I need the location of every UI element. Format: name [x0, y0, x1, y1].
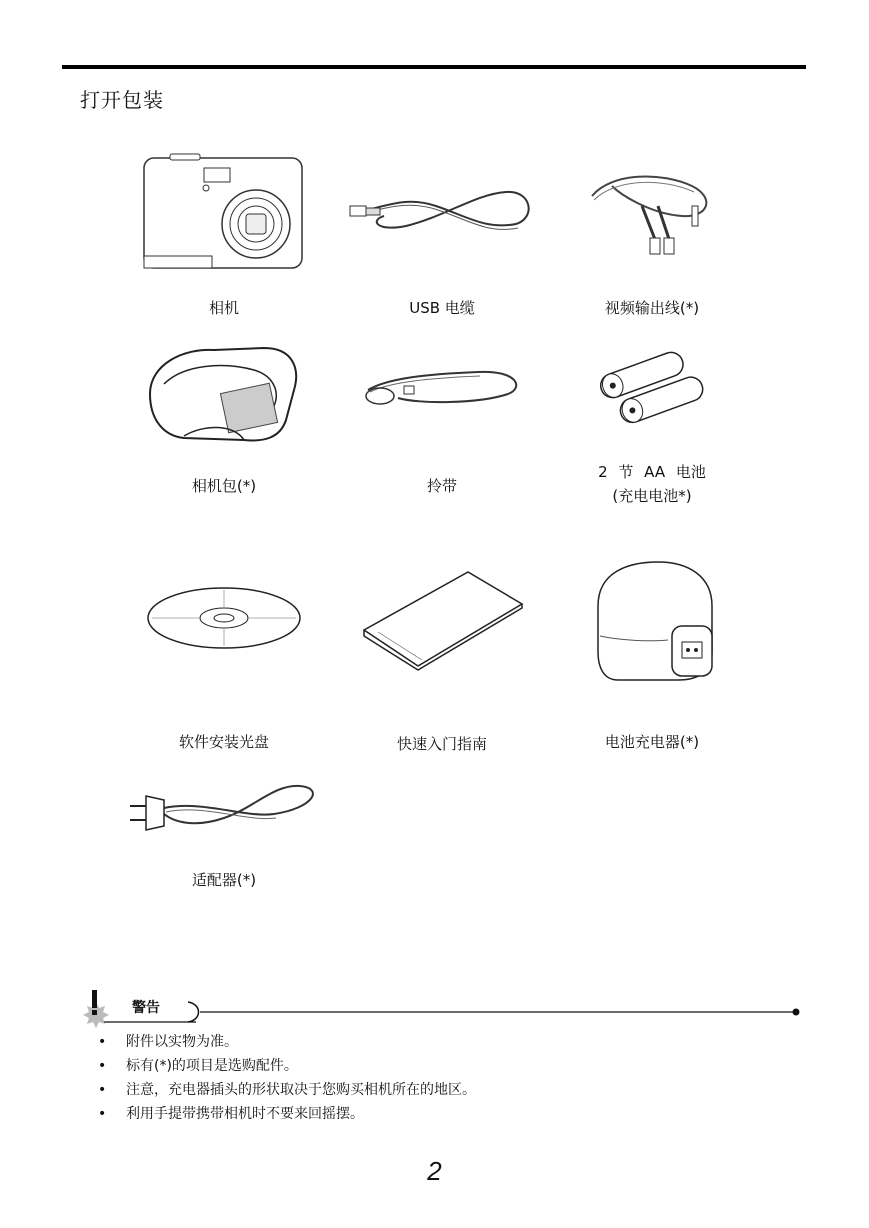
item-caption-av-cable: 视频输出线(*)	[604, 299, 700, 317]
strap-icon	[358, 358, 524, 414]
item-caption-cd: 软件安装光盘	[178, 733, 269, 751]
av-cable-icon	[582, 166, 718, 262]
item-caption-usb-cable: USB 电缆	[409, 299, 475, 317]
warning-label: 警告	[132, 1000, 160, 1016]
top-rule	[62, 65, 806, 69]
item-caption-batteries-line1: 2 节 AA 电池	[598, 463, 706, 481]
warning-header	[80, 988, 810, 1028]
item-caption-camera: 相机	[208, 299, 239, 317]
list-item: • 标有(*)的项目是选购配件。	[98, 1054, 476, 1078]
cd-icon	[144, 584, 304, 652]
item-caption-batteries	[552, 460, 752, 508]
warning-frame	[80, 988, 810, 1028]
guide-book-icon	[358, 568, 528, 672]
item-caption-strap: 拎带	[426, 477, 457, 495]
adapter-icon	[124, 778, 324, 844]
camera-icon	[140, 152, 306, 272]
camera-case-icon	[144, 340, 304, 444]
batteries-icon	[588, 346, 718, 430]
warning-notes	[98, 1030, 476, 1126]
usb-cable-icon	[346, 176, 540, 242]
list-item: • 附件以实物为准。	[98, 1030, 476, 1054]
item-caption-guide-book: 快速入门指南	[396, 735, 487, 753]
charger-icon	[588, 556, 720, 686]
page-number: 2	[427, 1156, 442, 1186]
section-title: 打开包装	[80, 88, 164, 112]
item-caption-charger: 电池充电器(*)	[604, 733, 700, 751]
list-item: • 利用手提带携带相机时不要来回摇摆。	[98, 1102, 476, 1126]
item-caption-batteries-line2: (充电电池*)	[612, 487, 692, 505]
list-item: • 注意，充电器插头的形状取决于您购买相机所在的地区。	[98, 1078, 476, 1102]
item-caption-adapter: 适配器(*)	[191, 871, 257, 889]
item-caption-camera-case: 相机包(*)	[191, 477, 257, 495]
